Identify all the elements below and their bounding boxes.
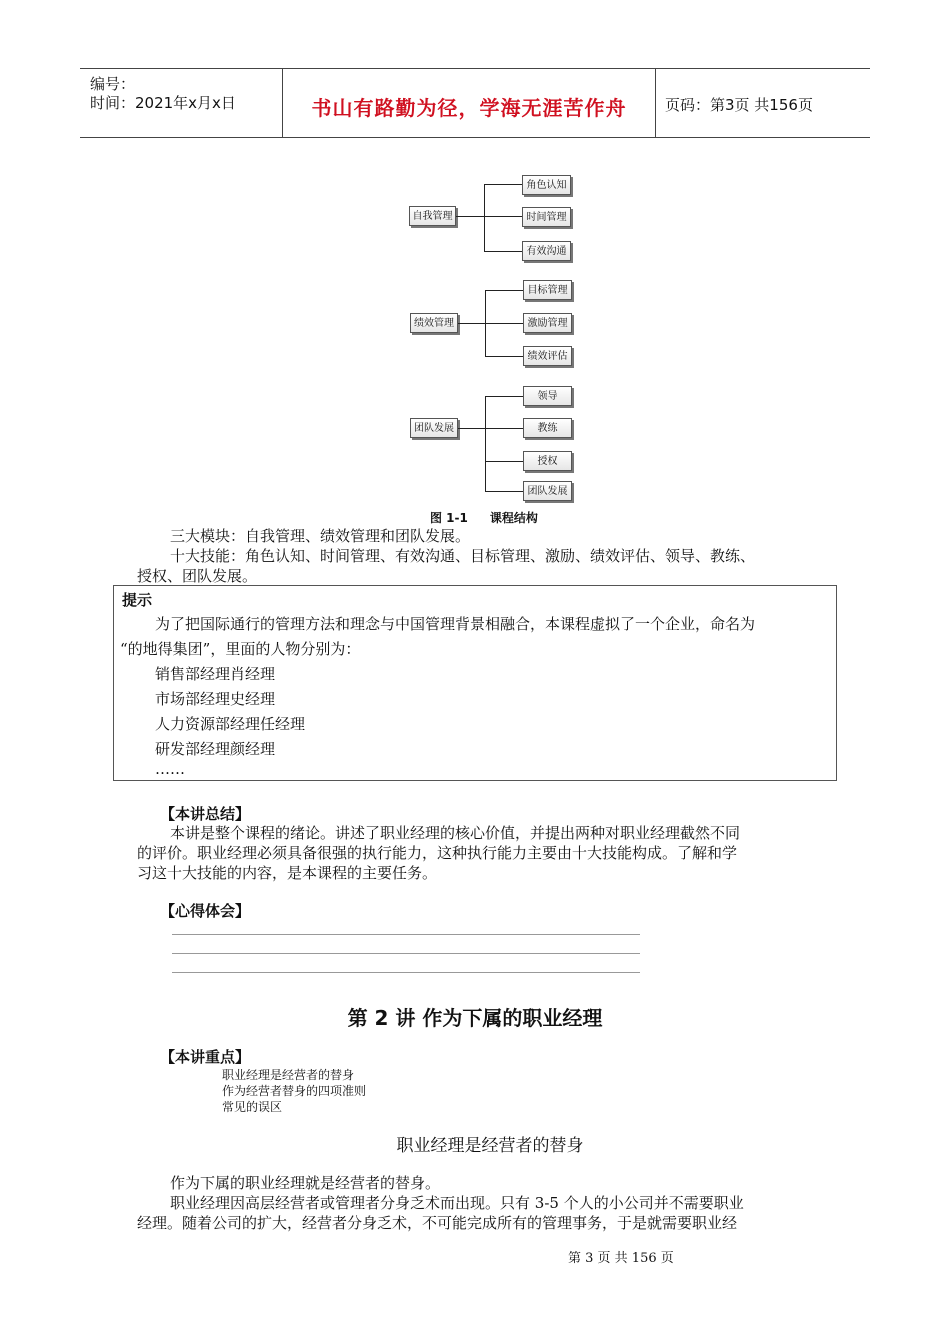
reflection-heading: 【心得体会】 — [160, 902, 251, 920]
tip-line: 研发部经理颜经理 — [155, 740, 276, 758]
skill-box: 有效沟通 — [522, 241, 571, 261]
connector — [485, 290, 524, 291]
skill-box: 教练 — [523, 418, 572, 438]
header-motto: 书山有路勤为径，学海无涯苦作舟 — [311, 96, 627, 120]
lecture-focus-heading: 【本讲重点】 — [160, 1048, 251, 1066]
tip-box — [113, 585, 837, 781]
paragraph-line: 职业经理因高层经营者或管理者分身乏术而出现。只有 3-5 个人的小公司并不需要职业 — [170, 1194, 744, 1212]
connector — [456, 216, 484, 217]
connector — [484, 216, 523, 217]
tip-line: 人力资源部经理任经理 — [155, 715, 306, 733]
group-box-self-management: 自我管理 — [409, 206, 456, 226]
page-footer: 第 3 页 共 156 页 — [568, 1251, 674, 1266]
focus-item: 常见的误区 — [222, 1100, 283, 1114]
tip-line: 市场部经理史经理 — [155, 690, 276, 708]
lecture-title: 第 2 讲 作为下属的职业经理 — [347, 1006, 603, 1030]
number-label: 编号： — [90, 75, 136, 93]
tip-label: 提示 — [122, 591, 153, 609]
figure-caption — [430, 509, 538, 526]
connector — [458, 428, 485, 429]
connector — [485, 396, 524, 397]
skill-box: 绩效评估 — [523, 346, 572, 366]
focus-item: 职业经理是经营者的替身 — [222, 1068, 355, 1082]
paragraph-line: 本讲是整个课程的绪论。讲述了职业经理的核心价值，并提出两种对职业经理截然不同 — [170, 824, 741, 842]
tip-line: “的地得集团”，里面的人物分别为： — [120, 640, 361, 658]
group-box-team-development: 团队发展 — [410, 418, 458, 438]
writing-line — [172, 934, 640, 935]
tip-line: 销售部经理肖经理 — [155, 665, 276, 683]
focus-item: 作为经营者替身的四项准则 — [222, 1084, 367, 1098]
skill-box: 时间管理 — [522, 207, 571, 227]
connector — [485, 356, 524, 357]
connector — [484, 184, 523, 185]
writing-line — [172, 972, 640, 973]
connector — [485, 491, 524, 492]
header-meta-cell — [80, 69, 283, 137]
connector — [484, 184, 485, 251]
figure-title: 课程结构 — [489, 511, 538, 525]
skill-box: 团队发展 — [523, 481, 572, 501]
connector — [458, 323, 485, 324]
tip-line: 为了把国际通行的管理方法和理念与中国管理背景相融合，本课程虚拟了一个企业，命名为 — [155, 615, 756, 633]
connector — [485, 396, 486, 491]
paragraph-line: 经理。随着公司的扩大，经营者分身乏术，不可能完成所有的管理事务，于是就需要职业经 — [137, 1214, 738, 1232]
lecture-summary-heading: 【本讲总结】 — [160, 805, 251, 823]
connector — [485, 323, 524, 324]
connector — [484, 251, 523, 252]
paragraph-line: 作为下属的职业经理就是经营者的替身。 — [170, 1174, 441, 1192]
skill-box: 激励管理 — [523, 313, 572, 333]
tip-line: …… — [155, 760, 185, 778]
writing-line — [172, 953, 640, 954]
paragraph-line: 习这十大技能的内容，是本课程的主要任务。 — [137, 864, 438, 882]
header-page-cell — [656, 69, 870, 137]
skill-box: 领导 — [523, 386, 572, 406]
paragraph-line: 授权、团队发展。 — [137, 567, 258, 585]
skill-box: 目标管理 — [523, 280, 572, 300]
header-motto-cell — [283, 69, 656, 137]
time-label: 时间：2021年x月x日 — [90, 94, 236, 112]
connector — [485, 461, 524, 462]
group-box-performance-management: 绩效管理 — [410, 313, 458, 333]
paragraph-line: 的评价。职业经理必须具备很强的执行能力，这种执行能力主要由十大技能构成。了解和学 — [137, 844, 738, 862]
skill-box: 角色认知 — [522, 175, 571, 195]
skill-box: 授权 — [523, 451, 572, 471]
paragraph-line: 十大技能：角色认知、时间管理、有效沟通、目标管理、激励、绩效评估、领导、教练、 — [170, 547, 756, 565]
section-title: 职业经理是经营者的替身 — [396, 1136, 584, 1156]
page-code: 页码：第3页 共156页 — [665, 96, 813, 114]
connector — [485, 428, 524, 429]
paragraph-line: 三大模块：自我管理、绩效管理和团队发展。 — [170, 527, 471, 545]
figure-number: 图 1-1 — [430, 511, 468, 525]
page-header — [80, 68, 870, 138]
